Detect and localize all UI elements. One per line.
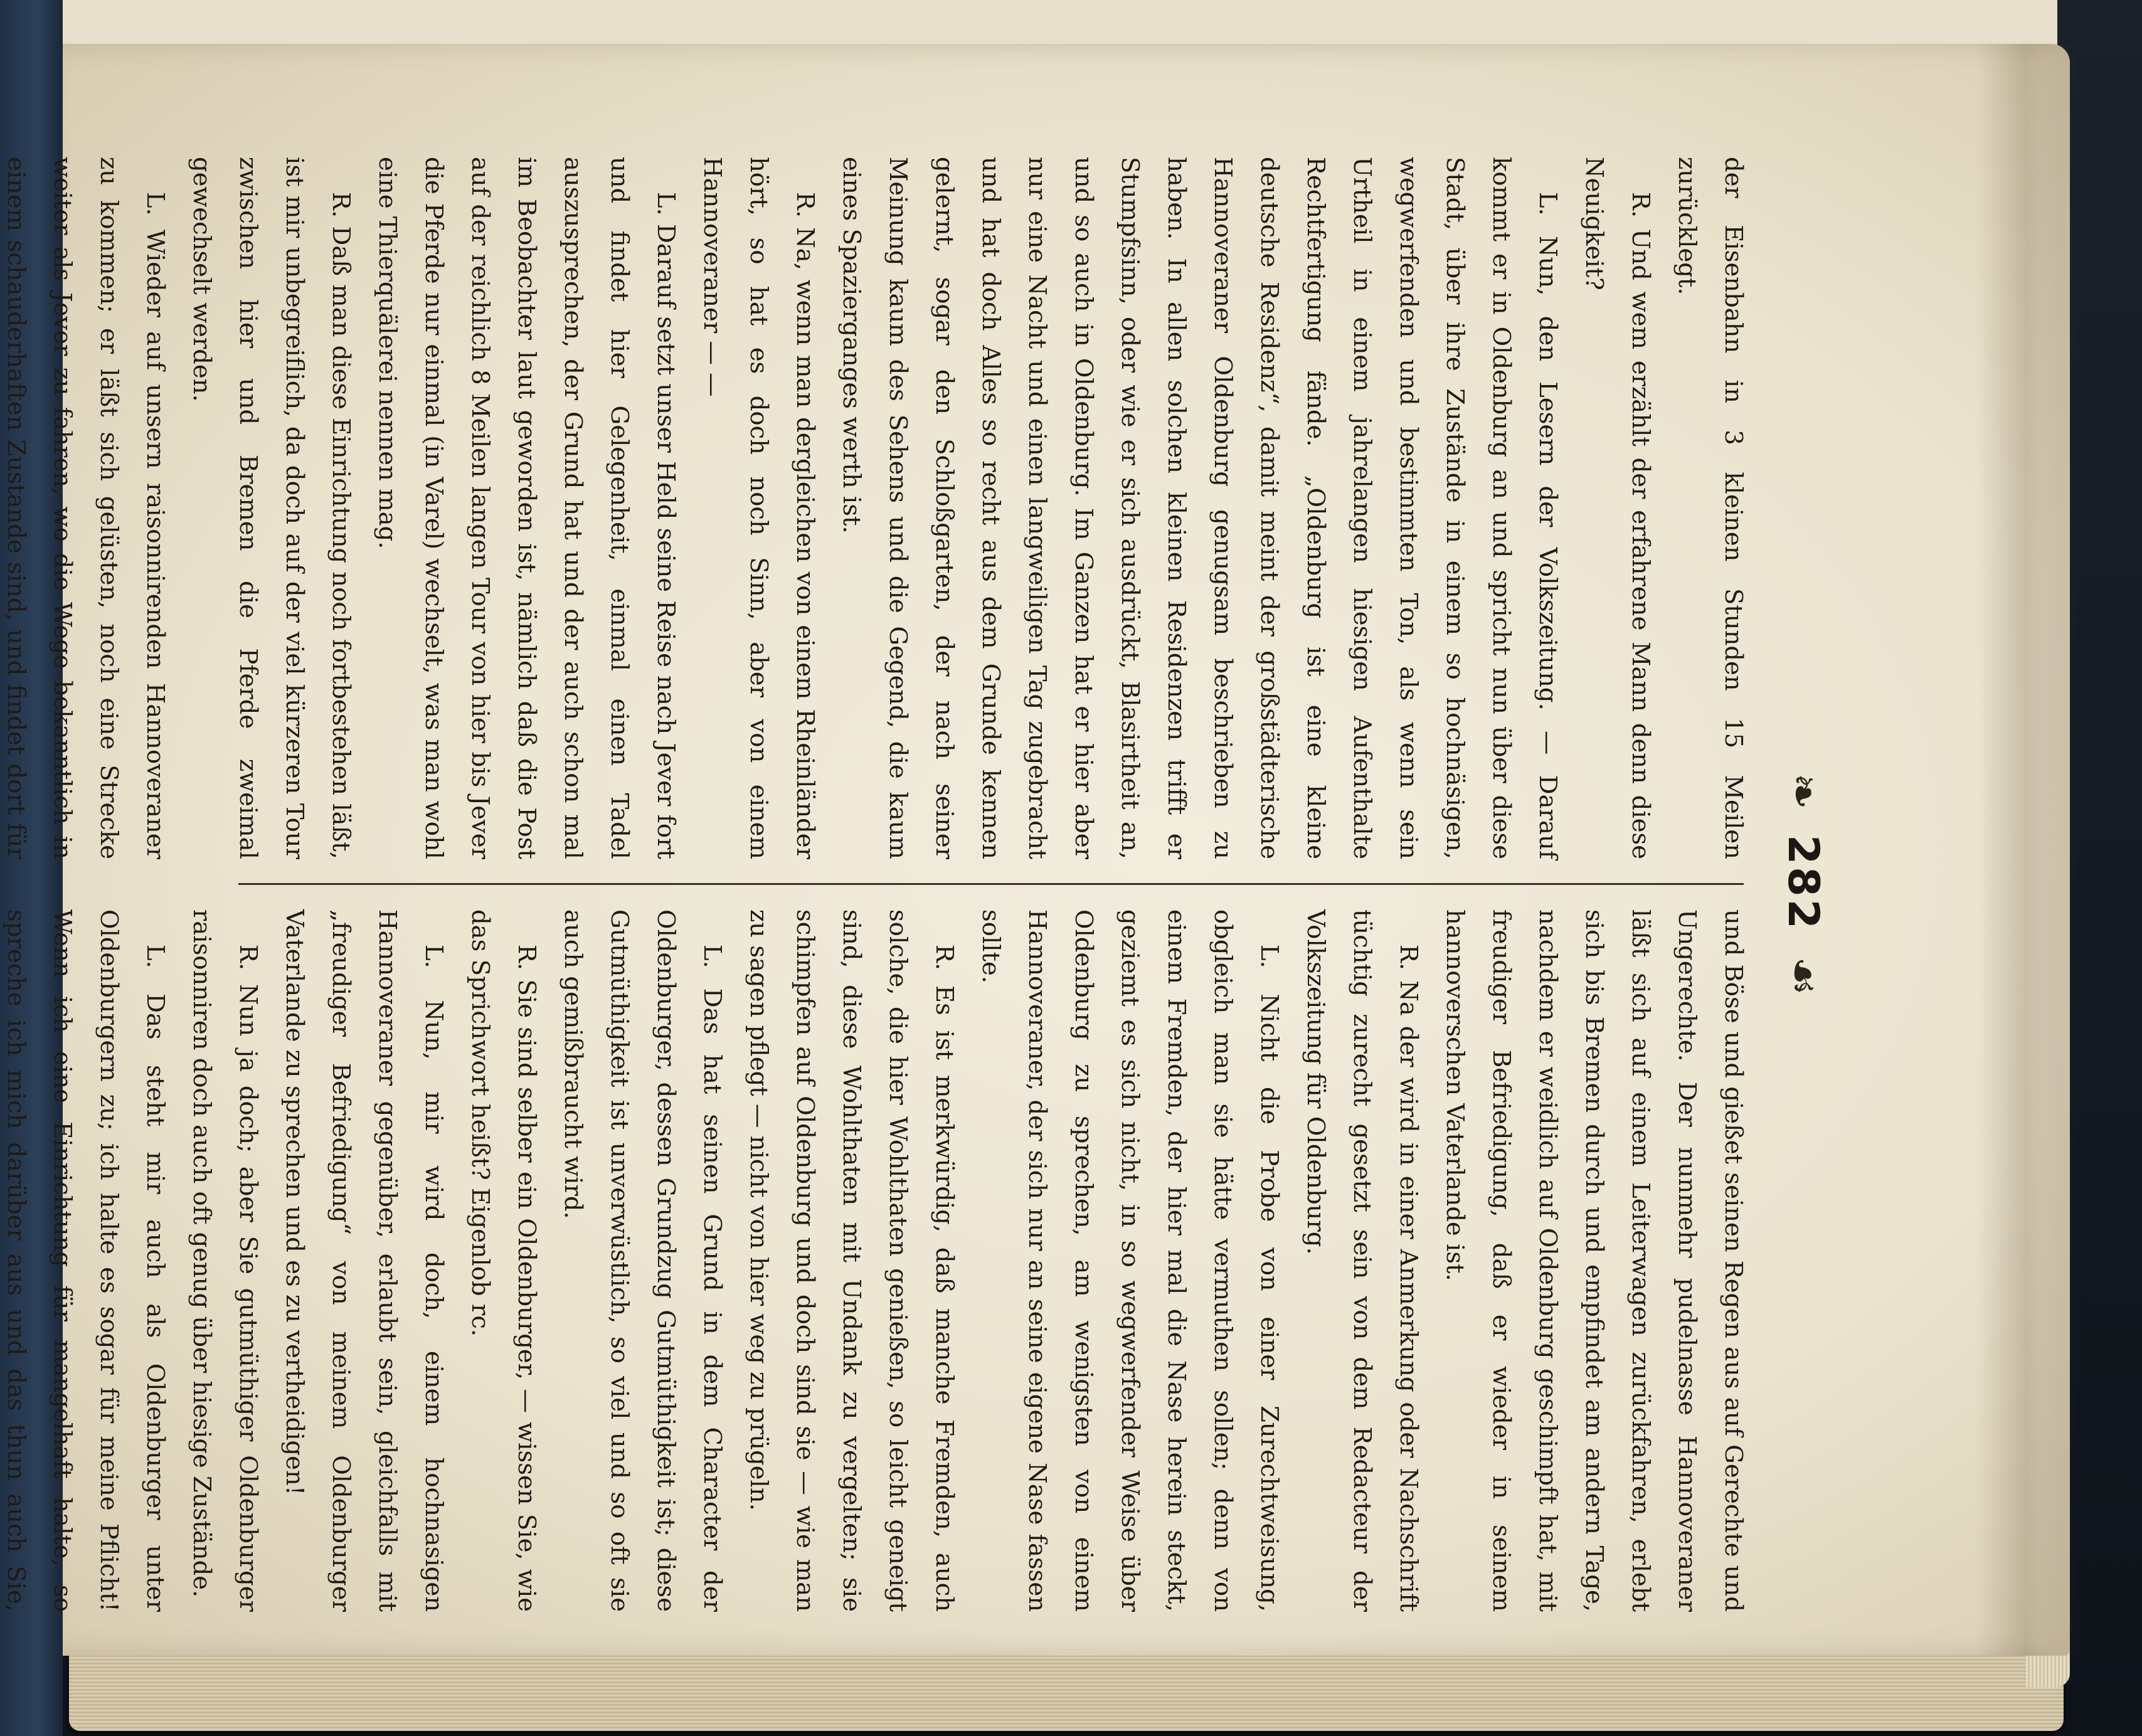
paragraph: L. Nun, den Lesern der Volkszeitung. — Darauf kommt er in Oldenburg an und spricht nun über diese Stadt, über ihre Zustände in einem so hochnäsigen, wegwerfenden und bestimmten Ton, als wenn sein Urtheil in einem jahrelangen hiesigen Aufenthalte Rechtfertigung fände. „Oldenburg ist eine kleine deutsche Residenz“, damit meint der großstädterische Hannoveraner Oldenburg genugsam beschrieben zu haben. In allen solchen kleinen Residenzen trifft er Stumpfsinn, oder wie er sich ausdrückt, Blasirtheit an, und so auch in Oldenburg. Im Ganzen hat er hier aber nur eine Nacht und einen langweiligen Tag zugebracht und hat doch Alles so recht aus dem Grunde kennen gelernt, sogar den Schloßgarten, der nach seiner Meinung kaum des Sehens und die Gegend, die kaum eines Spazierganges werth ist. — [837, 157, 1562, 859]
paragraph: R. Na, wenn man dergleichen von einem Rheinländer hört, so hat es doch noch Sinn, aber von einem Hannoveraner — — — [698, 157, 819, 859]
paragraph: der Eisenbahn in 3 kleinen Stunden 15 Meilen zurücklegt. — [1673, 157, 1747, 859]
paragraph: R. Es ist merkwürdig, daß manche Fremden, auch solche, die hier Wohlthaten genießen, so leicht geneigt sind, diese Wohlthaten mit Undank zu vergelten; sie schimpfen auf Oldenburg und doch sind sie — wie man zu sagen pflegt — nicht von hier weg zu prügeln. — [745, 909, 958, 1612]
paragraph: R. Na der wird in einer Anmerkung oder Nachschrift tüchtig zurecht gesetzt sein von dem Redacteur der Volkszeitung für Oldenburg. — [1302, 909, 1423, 1612]
paragraph: und Böse und gießet seinen Regen aus auf Gerechte und Ungerechte. Der nunmehr pudelnasse Hannoveraner läßt sich auf einem Leiterwagen zurückfahren, erlebt sich bis Bremen durch und empfindet am andern Tage, nachdem er weidlich auf Oldenburg geschimpft hat, mit freudiger Befriedigung, daß er wieder in seinem hannoverschen Vaterlande ist. — [1441, 909, 1747, 1612]
right-column — [2, 909, 1756, 1612]
page-number: 282 — [1778, 834, 1828, 931]
paragraph: L. Nicht die Probe von einer Zurechtweisung, obgleich man sie hätte vermuthen sollen; denn von einem Fremden, der hier mal die Nase herein steckt, geziemt es sich nicht, in so wegwerfender Weise über Oldenburg zu sprechen, am wenigsten von einem Hannoveraner, der sich nur an seine eigene Nase fassen sollte. — [977, 909, 1283, 1612]
right-ornament: ☙ — [1778, 956, 1829, 996]
page-gutter-shadow — [1976, 44, 2076, 1656]
book-page-stack — [69, 1649, 2064, 1731]
paragraph: R. Nun ja doch; aber Sie gutmüthiger Oldenburger raisonniren doch auch oft genug über hiesige Zustände. — [188, 909, 262, 1612]
paragraph: L. Wieder auf unsern raisonnirenden Hannoveraner zu kommen; er läßt sich gelüsten, noch eine Strecke weiter als Jever zu fahren, wo die Wege bekanntlich in einem schauderhaften Zustande sind, und findet dort für — [2, 157, 169, 859]
paragraph: L. Das hat seinen Grund in dem Character der Oldenburger, dessen Grundzug Gutmüthigkeit ist; diese Gutmüthigkeit ist unverwüstlich, so viel und so oft sie auch gemißbraucht wird. — [559, 909, 726, 1612]
page-header — [1775, 157, 1832, 1612]
paragraph: R. Und wem erzählt der erfahrene Mann denn diese Neuigkeit? — [1580, 157, 1655, 859]
paragraph: R. Daß man diese Einrichtung noch fortbestehen läßt, ist mir unbegreiflich, da doch auf der viel kürzeren Tour zwischen hier und Bremen die Pferde zweimal gewechselt werden. — [188, 157, 355, 859]
paragraph: R. Sie sind selber ein Oldenburger, — wissen Sie, wie das Sprichwort heißt? Eigenlob rc. — [466, 909, 541, 1612]
paragraph: L. Darauf setzt unser Held seine Reise nach Jever fort und findet hier Gelegenheit, einmal einen Tadel auszusprechen, der Grund hat und der auch schon mal im Beobachter laut geworden ist, nämlich daß die Post auf der reichlich 8 Meilen langen Tour von hier bis Jever die Pferde nur einmal (in Varel) wechselt, was man wohl eine Thierquälerei nennen mag. — [373, 157, 680, 859]
paragraph: L. Das steht mir auch als Oldenburger unter Oldenburgern zu; ich halte es sogar für meine Pflicht! Wenn ich eine Einrichtung für mangelhaft halte, so spreche ich mich darüber aus und das thun auch Sie, — [2, 909, 169, 1612]
text-columns — [2, 157, 1756, 1612]
left-column — [2, 157, 1756, 859]
page-content-rotated — [2, 157, 1832, 1612]
paragraph: L. Nun, mir wird doch, einem hochnasigen Hannoveraner gegenüber, erlaubt sein, gleichfalls mit „freudiger Befriedigung“ von meinem Oldenburger Vaterlande zu sprechen und es zu vertheidigen! — [280, 909, 448, 1612]
left-ornament: ❧ — [1778, 773, 1829, 810]
